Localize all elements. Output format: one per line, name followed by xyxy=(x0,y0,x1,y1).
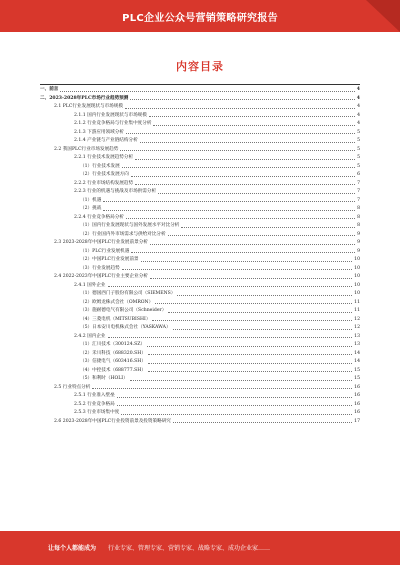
toc-entry-page: 8 xyxy=(357,206,360,211)
toc-entry-page: 7 xyxy=(357,189,360,194)
toc-entry-text: 2.4 2022-2023年中国PLC行业主要企业分析 xyxy=(54,274,148,279)
toc-leader-dots xyxy=(149,116,355,117)
toc-leader-dots xyxy=(122,269,352,270)
toc-entry-text: （4）三菱电机（MITSUBISHI） xyxy=(80,316,151,322)
toc-entry[interactable] xyxy=(40,341,360,350)
toc-leader-dots xyxy=(126,133,355,134)
report-title: PLC企业公众号营销策略研究报告 xyxy=(122,13,278,24)
toc-top-rule xyxy=(40,84,360,85)
toc-entry-text: 2.1 PLC行业发展现状与市场规模 xyxy=(54,104,123,109)
toc-leader-dots xyxy=(60,91,354,92)
toc-entry-page: 11 xyxy=(354,308,360,313)
toc-entry[interactable] xyxy=(40,231,360,240)
toc-entry[interactable] xyxy=(40,282,360,291)
toc-entry[interactable] xyxy=(40,384,360,393)
toc-entry[interactable] xyxy=(40,171,360,180)
toc-entry-page: 17 xyxy=(354,418,360,424)
toc-entry-page: 7 xyxy=(357,180,360,186)
toc-leader-dots xyxy=(158,193,355,194)
toc-entry-text: 2.2.2 行业市场结构发展趋势 xyxy=(74,180,134,186)
toc-entry[interactable] xyxy=(40,137,360,146)
toc-entry[interactable] xyxy=(40,112,360,121)
toc-leader-dots xyxy=(148,354,352,355)
toc-entry[interactable] xyxy=(40,248,360,257)
toc-entry-page: 10 xyxy=(354,291,360,296)
toc-entry-text: 2.1.4 产业链与产业链结构分析 xyxy=(74,138,138,143)
toc-entry[interactable] xyxy=(40,401,360,410)
toc-leader-dots xyxy=(173,329,353,330)
toc-entry-text: （3）信捷电气（603416.SH） xyxy=(80,359,146,364)
toc-entry[interactable] xyxy=(40,350,360,359)
toc-leader-dots xyxy=(131,176,355,177)
toc-leader-dots xyxy=(103,210,355,211)
toc-entry-text: （3）施耐德电气有限公司（Schneider） xyxy=(80,308,167,313)
toc-entry-page: 9 xyxy=(357,248,360,254)
toc-entry-text: （1）德国西门子股份有限公司（SIEMENS） xyxy=(80,291,176,296)
toc-leader-dots xyxy=(181,227,355,228)
toc-leader-dots xyxy=(147,346,352,347)
toc-leader-dots xyxy=(120,150,355,151)
toc-leader-dots xyxy=(148,363,352,364)
toc-entry[interactable] xyxy=(40,163,360,172)
toc-entry-page: 16 xyxy=(354,401,360,407)
toc-entry[interactable] xyxy=(40,333,360,342)
toc-entry[interactable] xyxy=(40,214,360,223)
toc-entry-page: 5 xyxy=(357,129,360,135)
header-corner-decoration xyxy=(366,0,400,32)
toc-entry-page: 13 xyxy=(354,333,360,339)
toc-leader-dots xyxy=(153,125,355,126)
toc-leader-dots xyxy=(135,184,355,185)
footer-slogan xyxy=(48,543,378,552)
toc-entry[interactable] xyxy=(40,95,360,104)
toc-entry-text: 2.1.2 行业竞争格局与行业集中度分析 xyxy=(74,121,152,126)
toc-entry[interactable] xyxy=(40,324,360,333)
toc-entry-page: 16 xyxy=(354,410,360,415)
toc-entry-text: （5）和利时（HOLI） xyxy=(80,376,128,381)
toc-entry[interactable] xyxy=(40,392,360,401)
toc-entry-text: 一、前言 xyxy=(40,87,59,92)
toc-entry-text: （3）行业发展趋势 xyxy=(80,265,120,271)
toc-leader-dots xyxy=(177,295,352,296)
toc-entry-text: （5）日本安川电机株式会社（YASKAWA） xyxy=(80,325,171,330)
toc-leader-dots xyxy=(155,303,352,304)
toc-entry-text: 2.2.4 行业竞争格局分析 xyxy=(74,214,124,220)
toc-entry-page: 15 xyxy=(354,367,360,373)
toc-entry-page: 5 xyxy=(357,146,360,152)
toc-entry[interactable] xyxy=(40,86,360,95)
toc-leader-dots xyxy=(152,320,352,321)
toc-entry-page: 5 xyxy=(357,163,360,169)
toc-leader-dots xyxy=(125,108,355,109)
header-bar xyxy=(0,0,400,32)
toc-entry-page: 8 xyxy=(357,223,360,228)
toc-entry-text: （1）机遇 xyxy=(80,197,102,203)
toc-entry-page: 4 xyxy=(356,87,360,92)
toc-leader-dots xyxy=(121,414,352,415)
toc-entry[interactable] xyxy=(40,273,360,282)
toc-entry[interactable] xyxy=(40,265,360,274)
toc-entry-page: 12 xyxy=(354,316,360,322)
toc-entry-text: （2）禾川科技（688320.SH） xyxy=(80,350,146,356)
toc-leader-dots xyxy=(148,371,352,372)
toc-heading: 内容目录 xyxy=(176,60,224,73)
toc-entry-page: 9 xyxy=(357,240,360,245)
toc-entry-page: 10 xyxy=(354,257,360,262)
toc-entry-page: 9 xyxy=(357,231,360,237)
toc-leader-dots xyxy=(173,422,352,423)
toc-entry[interactable] xyxy=(40,146,360,155)
toc-leader-dots xyxy=(130,99,354,100)
toc-entry-page: 4 xyxy=(357,112,360,118)
footer-bar xyxy=(0,531,400,565)
toc-leader-dots xyxy=(108,337,353,338)
toc-entry[interactable] xyxy=(40,129,360,138)
toc-entry-text: （2）行业国内外市场需求与供给对比分析 xyxy=(80,231,166,237)
toc-entry[interactable] xyxy=(40,197,360,206)
toc-entry[interactable] xyxy=(40,358,360,367)
toc-entry[interactable] xyxy=(40,316,360,325)
toc-entry-page: 11 xyxy=(354,299,360,305)
toc-leader-dots xyxy=(117,405,352,406)
toc-leader-dots xyxy=(131,252,355,253)
toc-entry[interactable] xyxy=(40,188,360,197)
toc-entry-page: 4 xyxy=(356,95,360,101)
toc-entry-page: 4 xyxy=(357,121,360,126)
toc-entry-text: （2）欧姆龙株式会社（OMRON） xyxy=(80,299,154,305)
toc-entry-text: 2.5 行业特点分析 xyxy=(54,384,91,390)
toc-entry-page: 4 xyxy=(357,104,360,109)
footer-slogan-right: 行业专家、管理专家、营销专家、战略专家、成功企业家…… xyxy=(108,545,271,552)
toc-entry-text: （1）国内行业发展现状与国外发展水平对比分析 xyxy=(80,223,180,228)
toc-leader-dots xyxy=(141,261,353,262)
toc-entry-page: 16 xyxy=(354,384,360,390)
toc-leader-dots xyxy=(108,286,353,287)
toc-entry-page: 14 xyxy=(354,359,360,364)
toc-entry-text: （1）PLC行业发展机遇 xyxy=(80,248,130,254)
toc-entry-text: 2.3 2023-2028年中国PLC行业发展前景分析 xyxy=(54,240,148,245)
table-of-contents xyxy=(40,86,360,426)
toc-entry-text: （1）行业技术发展 xyxy=(80,163,120,169)
toc-entry-page: 10 xyxy=(354,274,360,279)
toc-entry[interactable] xyxy=(40,418,360,427)
toc-entry-text: 2.6 2023-2028年中国PLC行业投资前景及投资策略研究 xyxy=(54,418,171,424)
toc-entry[interactable] xyxy=(40,205,360,214)
toc-leader-dots xyxy=(117,397,352,398)
toc-entry-text: 2.4.1 国外企业 xyxy=(74,282,106,288)
toc-entry-text: 2.2.3 行业的机遇与挑战及市场供需分析 xyxy=(74,189,157,194)
toc-entry-page: 7 xyxy=(357,197,360,203)
toc-entry-page: 5 xyxy=(357,138,360,143)
toc-entry[interactable] xyxy=(40,222,360,231)
toc-entry[interactable] xyxy=(40,103,360,112)
footer-slogan-left: 让每个人都能成为 xyxy=(48,545,97,552)
toc-leader-dots xyxy=(103,201,355,202)
toc-entry-page: 5 xyxy=(357,155,360,160)
toc-entry-page: 6 xyxy=(357,172,360,177)
toc-entry[interactable] xyxy=(40,120,360,129)
toc-entry-text: 2.5.2 行业竞争格局 xyxy=(74,401,115,407)
toc-entry-page: 12 xyxy=(354,325,360,330)
toc-entry-page: 15 xyxy=(354,376,360,381)
toc-entry[interactable] xyxy=(40,154,360,163)
toc-leader-dots xyxy=(135,159,355,160)
toc-entry-text: （1）汇川技术（300124.SZ） xyxy=(80,342,146,347)
toc-leader-dots xyxy=(168,235,355,236)
toc-entry[interactable] xyxy=(40,290,360,299)
toc-entry-text: 2.1.1 国内行业发展现状与市场规模 xyxy=(74,112,147,118)
toc-entry-page: 14 xyxy=(354,350,360,356)
toc-leader-dots xyxy=(126,218,355,219)
toc-leader-dots xyxy=(122,167,355,168)
toc-entry-text: 2.1.3 下游应用领域分析 xyxy=(74,129,124,135)
toc-leader-dots xyxy=(92,388,352,389)
toc-leader-dots xyxy=(168,312,352,313)
toc-leader-dots xyxy=(130,380,352,381)
toc-entry-text: （2）挑战 xyxy=(80,206,102,211)
toc-entry-page: 10 xyxy=(354,282,360,288)
toc-entry-page: 10 xyxy=(354,265,360,271)
toc-entry[interactable] xyxy=(40,409,360,418)
toc-entry-text: 2.4.2 国内企业 xyxy=(74,333,106,339)
toc-entry-text: 2.2 我国PLC行业市场发展趋势 xyxy=(54,146,119,152)
toc-entry-page: 13 xyxy=(354,342,360,347)
toc-entry[interactable] xyxy=(40,375,360,384)
toc-leader-dots xyxy=(140,142,355,143)
toc-entry-text: （2）行业技术发展方向 xyxy=(80,172,129,177)
toc-entry-text: 二、2023-2028年PLC市场行业趋势预测 xyxy=(40,95,129,101)
toc-leader-dots xyxy=(150,278,352,279)
toc-entry-text: （4）中控技术（688777.SH） xyxy=(80,367,146,373)
toc-entry-text: 2.5.1 行业准入壁垒 xyxy=(74,393,115,398)
toc-leader-dots xyxy=(150,244,355,245)
toc-entry[interactable] xyxy=(40,299,360,308)
toc-entry[interactable] xyxy=(40,307,360,316)
toc-entry[interactable] xyxy=(40,180,360,189)
toc-entry[interactable] xyxy=(40,256,360,265)
toc-entry-text: 2.2.1 行业技术发展趋势分析 xyxy=(74,155,134,160)
toc-entry-page: 8 xyxy=(357,214,360,220)
toc-entry-text: 2.5.3 行业市场集中度 xyxy=(74,410,120,415)
toc-entry-text: （2）中国PLC行业发展前景 xyxy=(80,257,139,262)
toc-entry-page: 16 xyxy=(354,393,360,398)
toc-entry[interactable] xyxy=(40,367,360,376)
toc-entry[interactable] xyxy=(40,239,360,248)
